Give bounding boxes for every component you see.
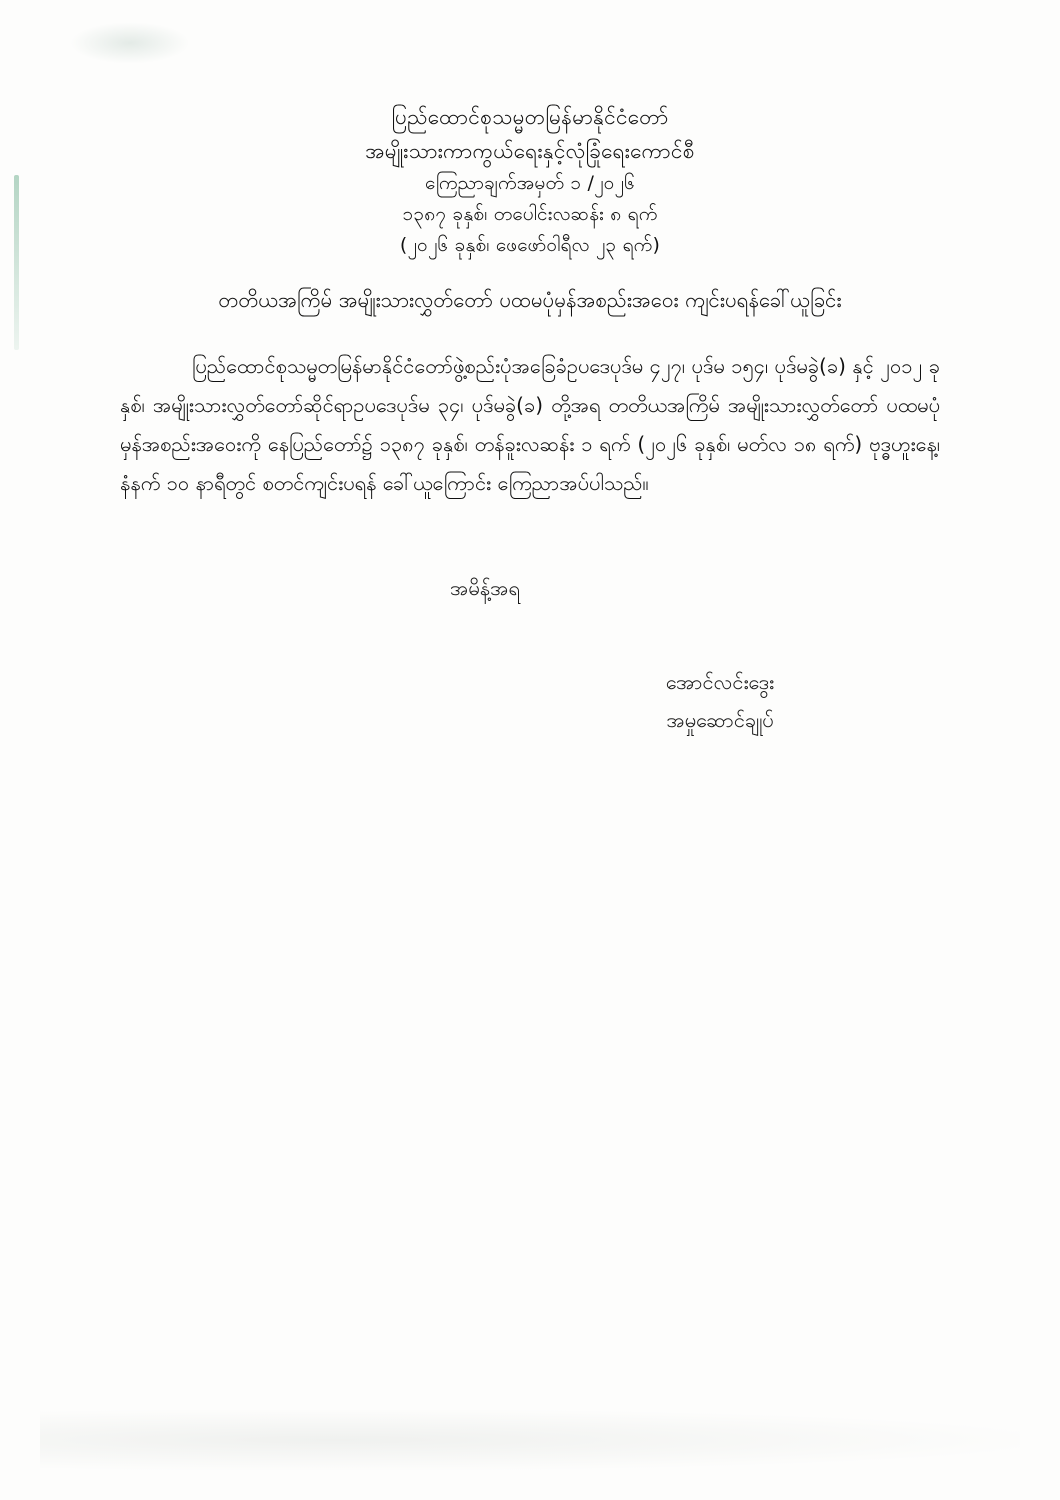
document-header [120, 100, 940, 260]
header-date-gregorian: (၂၀၂၆ ခုနှစ်၊ ဖေဖော်ဝါရီလ ၂၃ ရက်) [399, 233, 661, 256]
header-country-name: ပြည်ထောင်စုသမ္မတမြန်မာနိုင်ငံတော် [391, 105, 669, 129]
scan-artifact-top [70, 22, 190, 64]
signatory-position: အမှုဆောင်ချုပ် [666, 708, 774, 733]
scan-artifact-bottom [40, 1410, 1020, 1470]
signature-block [120, 663, 940, 739]
signatory-name: အောင်လင်းဒွေး [665, 670, 775, 695]
body-paragraph: ပြည်ထောင်စုသမ္မတမြန်မာနိုင်ငံတော်ဖွဲ့စည်းပုံအခြေခံဥပဒေပုဒ်မ ၄၂၇၊ ပုဒ်မ ၁၅၄၊ ပုဒ်မခွဲ(ခ) နှင့် ၂၀၁၂ ခုနှစ်၊ အမျိုးသားလွှတ်တော်ဆိုင်ရာဥပဒေပုဒ်မ ၃၄၊ ပုဒ်မခွဲ(ခ) တို့အရ တတိယအကြိမ် အမျိုးသားလွှတ်တော် ပထမပုံမှန်အစည်းအဝေးကို နေပြည်တော်၌ ၁၃၈၇ ခုနှစ်၊ တန်ခူးလဆန်း ၁ ရက် (၂၀၂၆ ခုနှစ်၊ မတ်လ ၁၈ ရက်) ဗုဒ္ဓဟူးနေ့၊ နံနက် ၁၀ နာရီတွင် စတင်ကျင်းပရန် ခေါ်ယူကြောင်း ကြေညာအပ်ပါသည်။ [120, 354, 940, 496]
header-announcement-number: ကြေညာချက်အမှတ် ၁ /၂၀၂၆ [425, 172, 635, 195]
header-council-name: အမျိုးသားကာကွယ်ရေးနှင့်လုံခြုံရေးကောင်စီ [365, 139, 695, 164]
document-body [120, 347, 940, 503]
header-date-burmese-era: ၁၃၈၇ ခုနှစ်၊ တပေါင်းလဆန်း ၈ ရက် [402, 202, 658, 225]
document-content [120, 100, 940, 739]
document-title: တတိယအကြိမ် အမျိုးသားလွှတ်တော် ပထမပုံမှန်အစည်းအဝေး ကျင်းပရန်ခေါ်ယူခြင်း [218, 288, 842, 313]
scan-artifact-left-edge [14, 175, 19, 350]
by-order-label: အမိန့်အရ [450, 576, 520, 601]
